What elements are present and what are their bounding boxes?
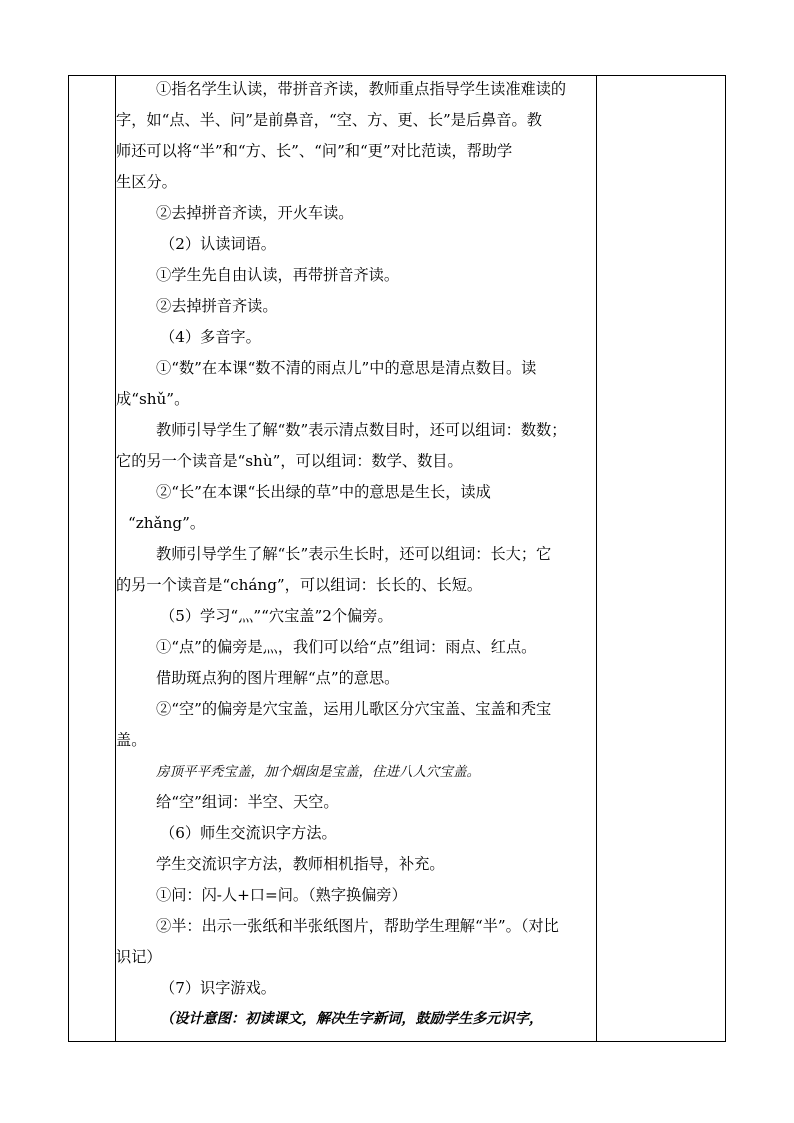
text-line: 给“空”组词：半空、天空。 — [156, 793, 339, 811]
text-line: 的另一个读音是“cháng”，可以组词：长长的、长短。 — [116, 576, 483, 594]
text-line: ②半：出示一张纸和半张纸图片，帮助学生理解“半”。（对比 — [156, 917, 559, 935]
text-line: 成“shǔ”。 — [116, 390, 190, 408]
text-line: ②去掉拼音齐读。 — [156, 297, 278, 315]
text-line: “zhǎng”。 — [128, 514, 206, 532]
text-line: ①问：闪-人+口=问。（熟字换偏旁） — [156, 886, 407, 904]
text-line: 盖。 — [116, 731, 147, 749]
text-line: 字，如“点、半、问”是前鼻音，“空、方、更、长”是后鼻音。教 — [116, 111, 542, 129]
text-line: 生区分。 — [116, 173, 177, 191]
text-line: ①“点”的偏旁是灬，我们可以给“点”组词：雨点、红点。 — [156, 638, 537, 656]
text-line: 教师引导学生了解“数”表示清点数目时，还可以组词：数数； — [156, 421, 567, 439]
right-column-divider — [596, 76, 597, 1041]
text-line: 识记） — [116, 948, 162, 966]
text-line: ②“空”的偏旁是穴宝盖，运用儿歌区分穴宝盖、宝盖和秃宝 — [156, 700, 552, 718]
text-line: （7）识字游戏。 — [160, 979, 276, 997]
text-line: ①“数”在本课“数不清的雨点儿”中的意思是清点数目。读 — [156, 359, 537, 377]
text-line: ①学生先自由认读，再带拼音齐读。 — [156, 266, 399, 284]
text-line: ①指名学生认读，带拼音齐读，教师重点指导学生读准难读的 — [156, 80, 567, 98]
text-line: 借助斑点狗的图片理解“点”的意思。 — [156, 669, 400, 687]
text-line: （6）师生交流识字方法。 — [160, 824, 337, 842]
rhyme-line: 房顶平平秃宝盖，加个烟囱是宝盖，住进八人穴宝盖。 — [156, 764, 480, 780]
design-intent-note: （设计意图：初读课文，解决生字新词，鼓励学生多元识字， — [160, 1011, 544, 1027]
text-line: （4）多音字。 — [160, 328, 261, 346]
text-line: ②“长”在本课“长出绿的草”中的意思是生长，读成 — [156, 483, 491, 501]
lesson-plan-table — [68, 75, 726, 1042]
text-line: 它的另一个读音是“shù”，可以组词：数学、数目。 — [116, 452, 463, 470]
text-line: 教师引导学生了解“长”表示生长时，还可以组词：长大；它 — [156, 545, 552, 563]
text-line: ②去掉拼音齐读，开火车读。 — [156, 204, 354, 222]
main-content-cell — [116, 76, 596, 1041]
text-line: （2）认读词语。 — [160, 235, 276, 253]
text-line: （5）学习“灬”“穴宝盖”2个偏旁。 — [160, 607, 393, 625]
text-line: 学生交流识字方法，教师相机指导，补充。 — [156, 855, 445, 873]
text-line: 师还可以将“半”和“方、长”、“问”和“更”对比范读，帮助学 — [116, 142, 513, 160]
